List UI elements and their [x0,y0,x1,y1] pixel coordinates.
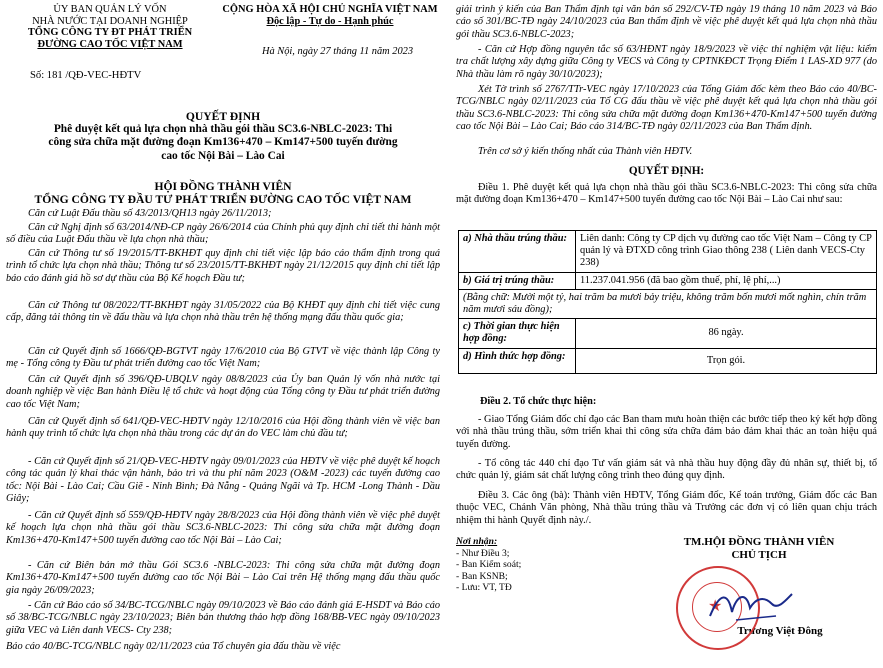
table-row [459,272,877,289]
price-in-words: (Bằng chữ: Mười một tỷ, hai trăm ba mươi bảy triệu, không trăm bốn mươi mốt nghìn, chín trăm năm mươi sáu đồng); [459,289,877,318]
basis-12-continued: giải trình ý kiến của Ban Thẩm định tại văn bản số 292/CV-TĐ ngày 19 tháng 10 năm 2023 và Báo cáo số 301/BC-TĐ ngày 24/10/2023 của Ban thẩm định về việc phê duyệt kết quả lựa chọn nhà thầu gói thầu SC3.6-NBLC-2023; [456,4,877,40]
national-header [222,4,438,27]
handwritten-signature [706,586,796,626]
table-row [459,348,877,373]
doc-number: Số: 181 /QĐ-VEC-HĐTV [30,70,142,81]
winner-value: Liên danh: Công ty CP dịch vụ đường cao tốc Việt Nam – Công ty CP quản lý và ĐTXD công trình Giao thông 238 ( Liên danh VECS-Cty 238) [576,231,877,273]
article-2-task-1: - Giao Tổng Giám đốc chỉ đạo các Ban tham mưu hoàn thiện các bước tiếp theo ký kết hợp đồng với nhà thầu trúng thầu, sớm triển khai thi công sửa chữa đảm bảo đảm khai thác an toàn hiệu quả tuyến đường. [456,414,877,450]
recipients-heading: Nơi nhận: [456,536,498,547]
seal-star-icon: ★ [708,598,723,615]
issue-date: Hà Nội, ngày 27 tháng 11 năm 2023 [262,46,414,57]
signature-org: TM.HỘI ĐỒNG THÀNH VIÊN [683,536,835,548]
duration-label: c) Thời gian thực hiện hợp đồng: [459,319,576,348]
consideration: Xét Tờ trình số 2767/TTr-VEC ngày 17/10/2023 của Tổng Giám đốc kèm theo Báo cáo 40/BC-TCG/NBLC ngày 02/11/2023 của Tổ CG đấu thầu về việc phê duyệt kết quả lựa chọn nhà thầu gói thầu SC3.6-NBLC-2023: Thi công sửa chữa mặt đường đoạn Km136+470-Km147+500 tuyến đường cao tốc Nội Bài – Lào Cai; Báo cáo 314/BC-TĐ ngày 02/11/2023 của Ban Thẩm định. [456,84,877,133]
recipient-item: - Như Điều 3; [456,547,510,559]
basis-10: - Căn cứ Biên bản mở thầu Gói SC3.6 -NBLC-2023: Thi công sửa chữa mặt đường đoạn Km136+470-Km147+500 tuyến đường cao tốc Nội Bài – Lào Cai trên Hệ thống mạng đấu thầu quốc gia ngày 26/09/2023; [6,560,440,596]
winner-label: a) Nhà thầu trúng thầu: [459,231,576,273]
award-table [458,230,877,374]
subject-line-3: cao tốc Nội Bài – Lào Cai [161,149,285,162]
basis-5: Căn cứ Quyết định số 1666/QĐ-BGTVT ngày 17/6/2010 của Bộ GTVT về việc thành lập Công ty mẹ - Tổng công ty Đầu tư phát triển đường cao tốc Việt Nam; [6,346,440,370]
basis-2: Căn cứ Nghị định số 63/2014/NĐ-CP ngày 26/6/2014 của Chính phủ quy định chi tiết thi hành một số điều của Luật Đấu thầu về lựa chọn nhà thầu; [6,222,440,246]
price-label: b) Giá trị trúng thầu: [459,272,576,289]
decision-title-block [6,110,440,163]
basis-3: Căn cứ Thông tư số 19/2015/TT-BKHĐT quy định chi tiết việc lập báo cáo thẩm định trong quá trình tổ chức lựa chọn nhà thầu; Thông tư số 23/2015/TT-BKHĐT ngày 21/12/2015 quy định chi tiết lập báo cáo đánh giá hồ sơ dự thầu của Bộ Kế hoạch Đầu tư; [6,248,440,284]
basis-8: - Căn cứ Quyết định số 21/QĐ-VEC-HĐTV ngày 09/01/2023 của HĐTV về việc phê duyệt kế hoạch công tác quản lý khai thác vận hành, bảo trì và thu phí năm 2023 (O&M -2023) các tuyến đường cao tốc: Nội Bài - Lào Cai; Cầu Giẽ - Ninh Bình; Đà Nẵng - Quảng Ngãi và Tp. HCM -Long Thành - Dầu Giây; [6,456,440,505]
basis-12: Báo cáo 40/BC-TCG/NBLC ngày 02/11/2023 của Tổ chuyên gia đấu thầu về việc [6,641,341,652]
board-consensus: Trên cơ sở ý kiến thống nhất của Thành viên HĐTV. [478,146,693,157]
contract-type-label: d) Hình thức hợp đồng: [459,348,576,373]
table-row [459,231,877,273]
basis-11: - Căn cứ Báo cáo số 34/BC-TCG/NBLC ngày 09/10/2023 về Báo cáo đánh giá E-HSDT và Báo cáo số 38/BC-TCG/NBLC ngày 23/10/2023; Biên bản thương thảo hợp đồng 168/BB-VEC ngày 09/10/2023 giữa VEC và Liên danh VECS- Cty 238; [6,600,440,636]
article-2-task-2: - Tổ công tác 440 chỉ đạo Tư vấn giám sát và nhà thầu huy động đầy đủ nhân sự, thiết bị, tổ chức quản lý, giám sát chất lượng công trình theo đúng quy định. [456,458,877,482]
recipients [456,536,521,594]
basis-1: Căn cứ Luật Đấu thầu số 43/2013/QH13 ngày 26/11/2013; [28,208,272,219]
duration-value: 86 ngày. [576,319,877,348]
agency-line-4: ĐƯỜNG CAO TỐC VIỆT NAM [37,38,183,50]
issuer-line-1: HỘI ĐỒNG THÀNH VIÊN [154,180,292,193]
issuer-block [6,180,440,206]
basis-6: Căn cứ Quyết định số 396/QĐ-UBQLV ngày 08/8/2023 của Ủy ban Quản lý vốn nhà nước tại doanh nghiệp về việc Ban hành Điều lệ tổ chức và hoạt động của Tổng công ty Đầu tư phát triển đường cao tốc Việt Nam; [6,374,440,410]
signer-name: Trương Việt Đông [737,625,823,637]
national-title: CỘNG HÒA XÃ HỘI CHỦ NGHĨA VIỆT NAM [222,4,438,15]
agency-line-2: NHÀ NƯỚC TẠI DOANH NGHIỆP [32,15,188,27]
recipient-item: - Ban KSNB; [456,570,508,582]
basis-4: Căn cứ Thông tư 08/2022/TT-BKHĐT ngày 31/05/2022 của Bộ KHĐT quy định chi tiết việc cung cấp, đăng tải thông tin về đấu thầu và lựa chọn nhà thầu trên hệ thống mạng đấu thầu quốc gia; [6,300,440,324]
table-row [459,319,877,348]
agency-line-3: TỔNG CÔNG TY ĐT PHÁT TRIỂN [27,27,193,38]
article-3: Điều 3. Các ông (bà): Thành viên HĐTV, Tổng Giám đốc, Kế toán trưởng, Giám đốc các Ban thuộc VEC, Chánh Văn phòng, Nhà thầu trúng thầu và Trưởng các đơn vị có liên quan chịu trách nhiệm thi hành Quyết định này./. [456,490,877,526]
article-2-heading: Điều 2. Tổ chức thực hiện: [480,396,597,407]
basis-9: - Căn cứ Quyết định số 559/QĐ-HĐTV ngày 28/8/2023 của Hội đồng thành viên về việc phê duyệt kế hoạch lựa chọn nhà thầu gói thầu SC3.6-NBLC-2023: Thi công sửa chữa mặt đường đoạn Km136+470-Km147+500 tuyến đường cao tốc Nội Bài – Lào Cai; [6,510,440,546]
subject-line-2: công sửa chữa mặt đường đoạn Km136+470 – Km147+500 tuyến đường [48,136,398,149]
national-motto: Độc lập - Tự do - Hạnh phúc [266,15,394,27]
table-row [459,289,877,318]
basis-13: - Căn cứ Hợp đồng nguyên tắc số 63/HĐNT ngày 18/9/2023 về việc thí nghiệm vật liệu: kiểm tra chất lượng xây dựng giữa Công ty VECS và Công ty CPTNKĐCT Trọng Điểm 1 LAS-XD 977 (do Nhà thầu làm rõ ngày 30/10/2023); [456,44,877,80]
agency-line-1: ỦY BAN QUẢN LÝ VỐN [53,4,167,15]
agency-header [6,4,214,50]
recipient-item: - Lưu: VT, TĐ [456,582,512,594]
article-1: Điều 1. Phê duyệt kết quả lựa chọn nhà thầu gói thầu SC3.6-NBLC-2023: Thi công sửa chữa mặt đường đoạn Km136+470 – Km147+500 tuyến đường cao tốc Nội Bài – Lào Cai như sau: [456,182,877,206]
decision-title: QUYẾT ĐỊNH [185,110,261,123]
decision-heading: QUYẾT ĐỊNH: [628,165,705,177]
signature-role: CHỦ TỊCH [731,549,787,561]
contract-type-value: Trọn gói. [576,348,877,373]
subject-line-1: Phê duyệt kết quả lựa chọn nhà thầu gói thầu SC3.6-NBLC-2023: Thi [53,123,393,136]
issuer-line-2: TỔNG CÔNG TY ĐẦU TƯ PHÁT TRIỂN ĐƯỜNG CAO TỐC VIỆT NAM [34,193,412,206]
recipient-item: - Ban Kiểm soát; [456,559,522,571]
basis-7: Căn cứ Quyết định số 641/QĐ-VEC-HĐTV ngày 12/10/2016 của Hội đồng thành viên về việc ban hành quy trình tổ chức lựa chọn nhà thầu trong các dự án do VEC làm chủ đầu tư; [6,416,440,440]
signature-block [640,536,878,562]
price-value: 11.237.041.956 (đã bao gồm thuế, phí, lệ phí,...) [576,272,877,289]
